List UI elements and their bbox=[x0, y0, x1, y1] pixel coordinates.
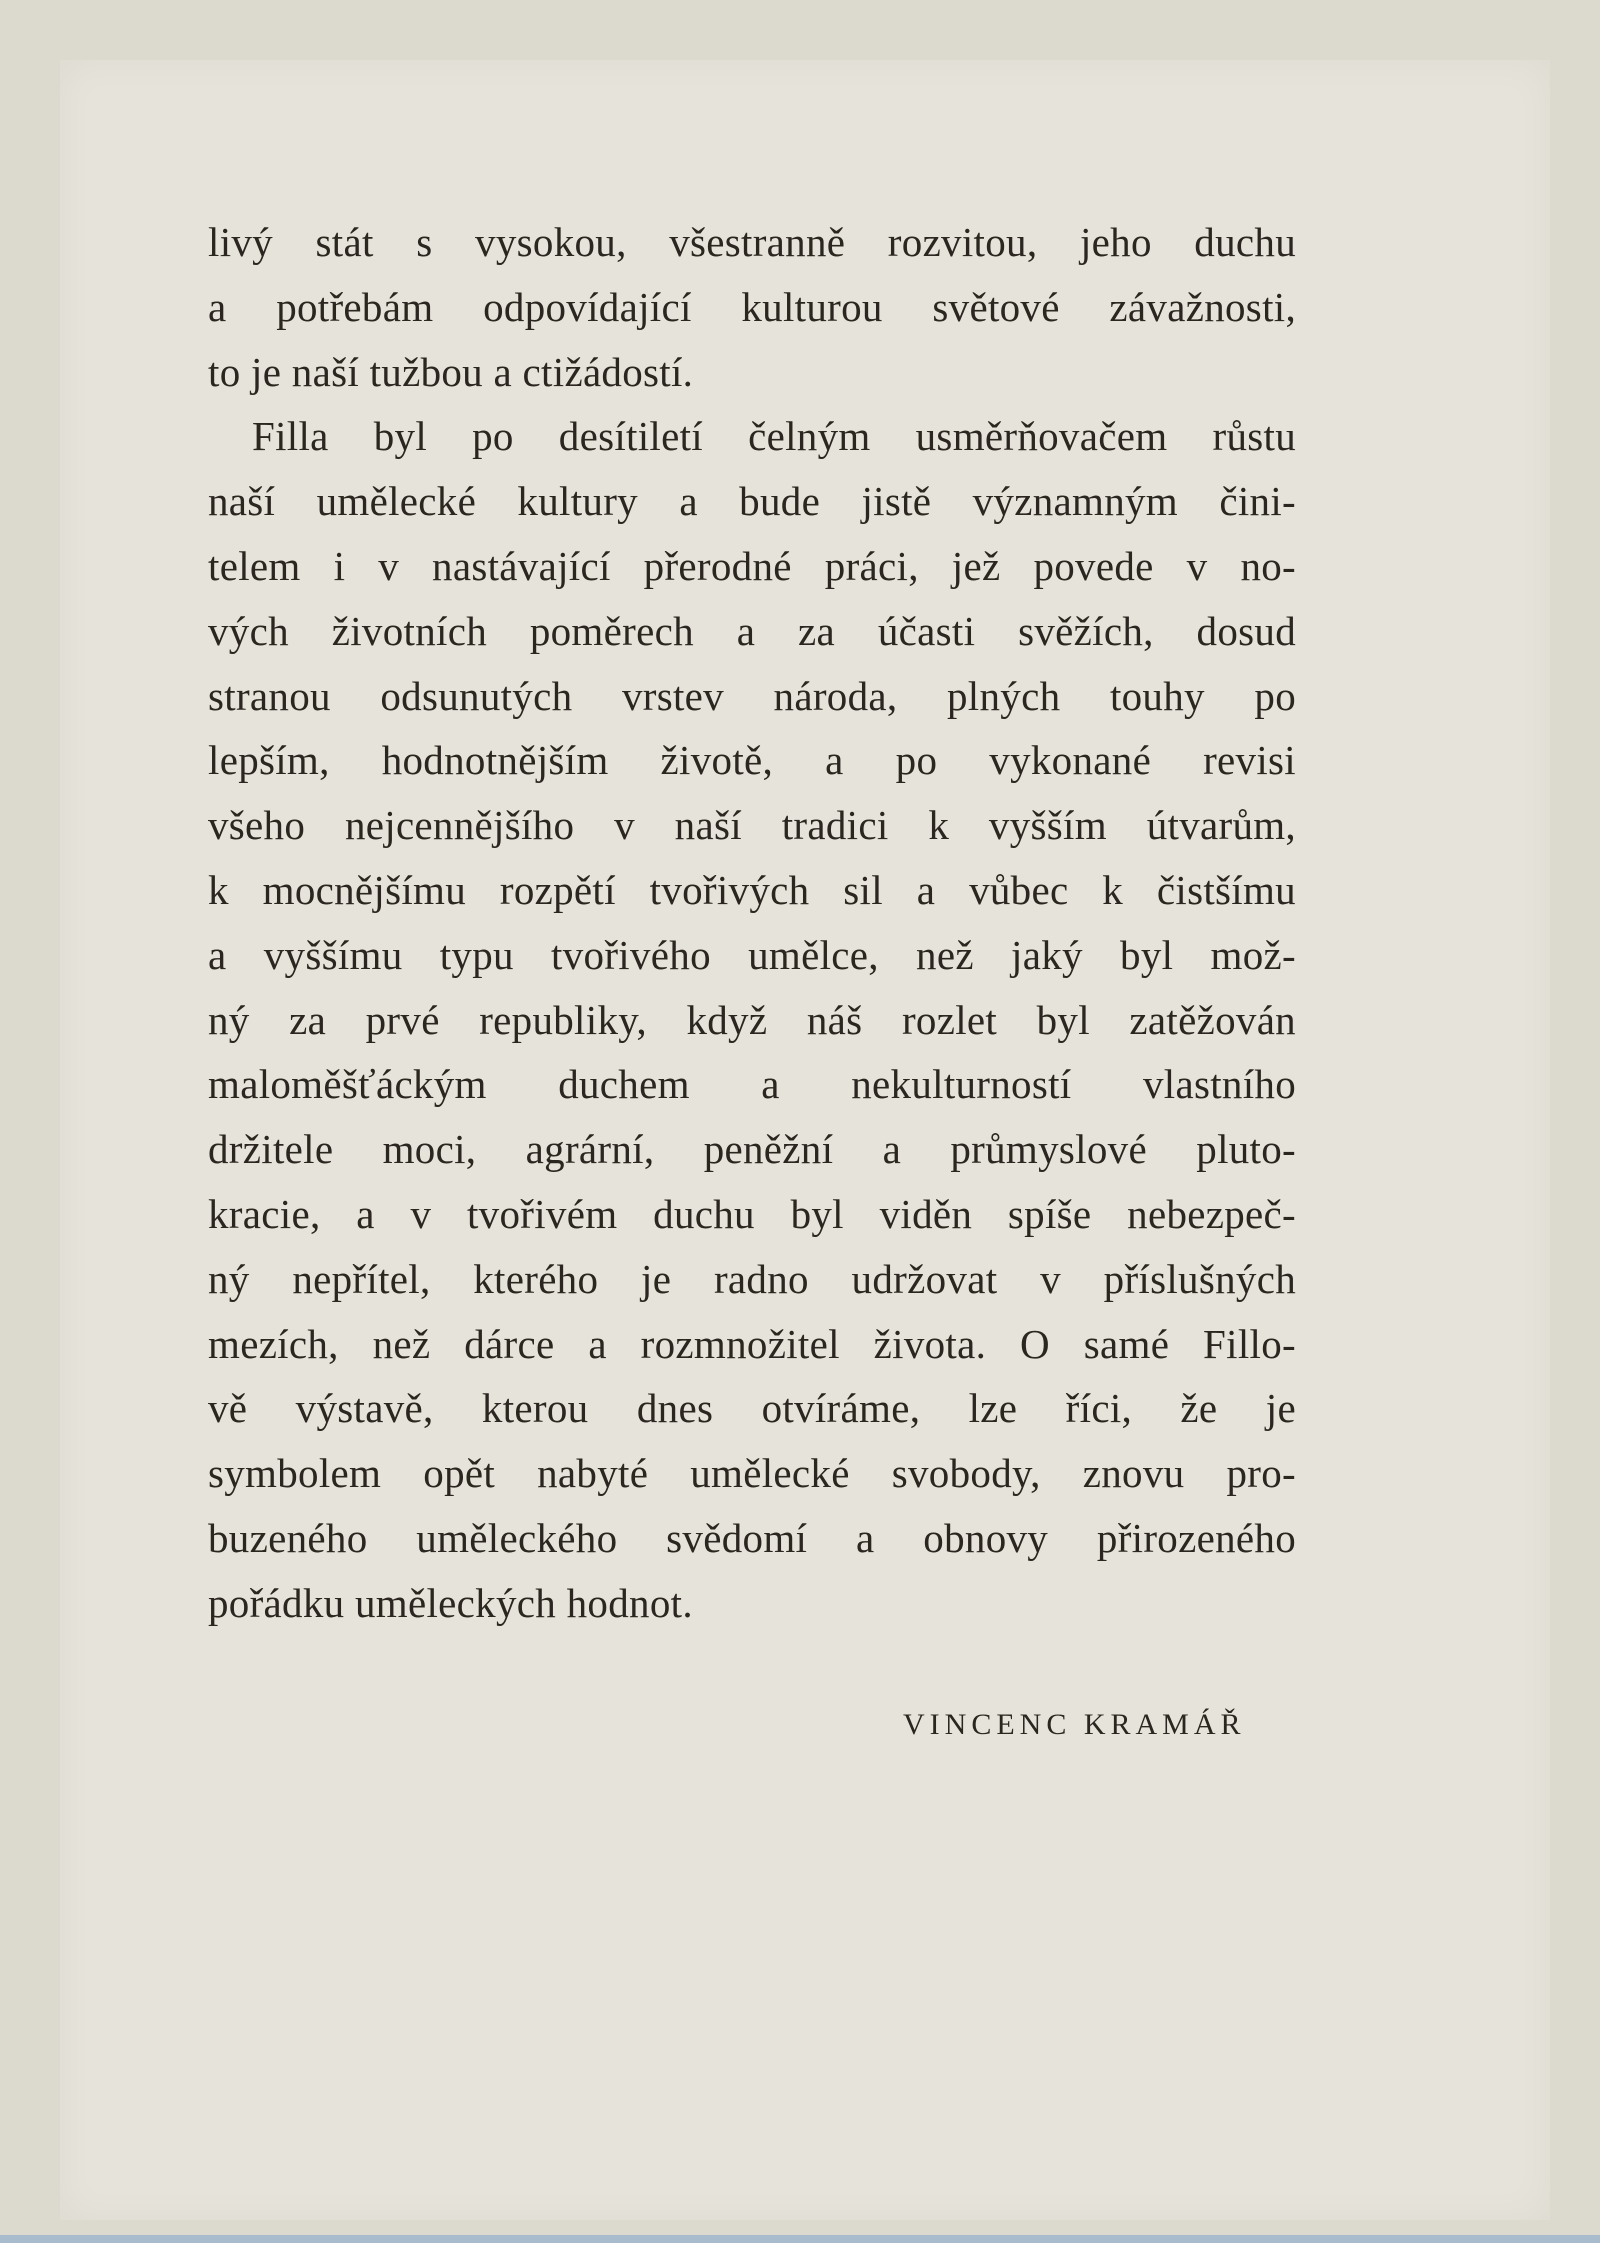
text-line: to je naší tužbou a ctižádostí. bbox=[208, 348, 694, 395]
text-line: kracie, a v tvořivém duchu byl viděn spíše nebezpeč- bbox=[208, 1190, 1296, 1237]
text-line: vě výstavě, kterou dnes otvíráme, lze říci, že je bbox=[208, 1385, 1296, 1432]
text-line: a potřebám odpovídající kulturou světové závažnosti, bbox=[208, 283, 1296, 330]
text-line: pořádku uměleckých hodnot. bbox=[208, 1579, 693, 1626]
text-line: ný za prvé republiky, když náš rozlet byl zatěžován bbox=[208, 996, 1296, 1043]
text-line: naší umělecké kultury a bude jistě významným čini- bbox=[208, 478, 1296, 525]
text-line: vých životních poměrech a za účasti svěžích, dosud bbox=[208, 607, 1296, 654]
text-line: livý stát s vysokou, všestranně rozvitou, jeho duchu bbox=[208, 219, 1296, 265]
text-line: symbolem opět nabyté umělecké svobody, znovu pro- bbox=[208, 1450, 1296, 1497]
text-line: držitele moci, agrární, peněžní a průmyslové pluto- bbox=[208, 1126, 1296, 1173]
scan-edge-strip bbox=[0, 2235, 1600, 2243]
body-text bbox=[208, 210, 1296, 1636]
text-line: stranou odsunutých vrstev národa, plných touhy po bbox=[208, 672, 1296, 719]
text-line: telem i v nastávající přerodné práci, jež povede v no- bbox=[208, 542, 1296, 589]
text-line: ný nepřítel, kterého je radno udržovat v příslušných bbox=[208, 1255, 1296, 1302]
text-line: Filla byl po desítiletí čelným usměrňovačem růstu bbox=[252, 413, 1296, 460]
author-signature: VINCENC KRAMÁŘ bbox=[903, 1708, 1246, 1741]
text-line: maloměšťáckým duchem a nekulturností vlastního bbox=[208, 1061, 1296, 1108]
text-line: lepším, hodnotnějším životě, a po vykonané revisi bbox=[208, 737, 1296, 784]
text-line: a vyššímu typu tvořivého umělce, než jaký byl mož- bbox=[208, 931, 1296, 978]
text-line: buzeného uměleckého svědomí a obnovy přirozeného bbox=[208, 1514, 1296, 1561]
text-line: mezích, než dárce a rozmnožitel života. O samé Fillo- bbox=[208, 1320, 1296, 1367]
text-line: všeho nejcennějšího v naší tradici k vyšším útvarům, bbox=[208, 802, 1296, 849]
text-line: k mocnějšímu rozpětí tvořivých sil a vůbec k čistšímu bbox=[208, 866, 1296, 913]
